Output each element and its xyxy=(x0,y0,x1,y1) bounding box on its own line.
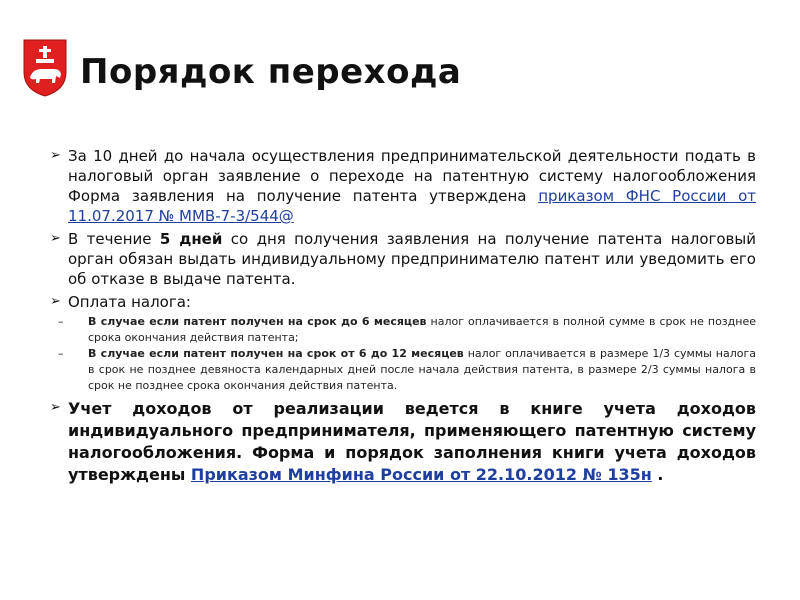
minfin-order-link[interactable]: Приказом Минфина России от 22.10.2012 № 135н xyxy=(190,465,652,484)
dash-marker: – xyxy=(58,315,64,328)
sub-text: налог оплачивается в полной сумме в срок не позднее срока окончания действия патента; xyxy=(88,315,756,344)
bullet-arrow-icon: ➢ xyxy=(50,400,61,415)
bullet-text: со дня получения заявления на получение патента налоговый орган обязан выдать индивидуальному предпринимателю патент или уведомить его об отказе в выдаче патента. xyxy=(68,230,756,288)
list-item xyxy=(50,398,756,486)
sub-list-item xyxy=(50,314,756,346)
sub-bold-text: В случае если патент получен на срок до 6 месяцев xyxy=(88,315,427,328)
sub-text: налог оплачивается в размере 1/3 суммы налога в срок не позднее девяноста календарных дней после начала действия патента, в размере 2/3 суммы налога в срок не позднее срока окончания действия патента. xyxy=(88,347,756,392)
content-list xyxy=(50,146,756,489)
page-title: Порядок перехода xyxy=(80,52,462,92)
sub-bold-text: В случае если патент получен на срок от 6 до 12 месяцев xyxy=(88,347,464,360)
fns-order-link[interactable]: приказом ФНС России от 11.07.2017 № ММВ-7-3/544@ xyxy=(68,187,756,225)
bullet-arrow-icon: ➢ xyxy=(50,294,61,309)
bullet-text: За 10 дней до начала осуществления предпринимательской деятельности подать в налоговый орган заявление о переходе на патентную систему налогообложения Форма заявления на получение патента утверждена xyxy=(68,147,756,205)
list-item xyxy=(50,292,756,312)
bullet-text: Оплата налога: xyxy=(68,293,191,311)
list-item xyxy=(50,146,756,226)
bullet-bold-text: 5 дней xyxy=(159,230,223,248)
bullet-arrow-icon: ➢ xyxy=(50,148,61,163)
sub-list-item xyxy=(50,346,756,394)
bullet-arrow-icon: ➢ xyxy=(50,231,61,246)
dash-marker: – xyxy=(58,347,64,360)
bullet-text: В течение xyxy=(68,230,160,248)
bullet-text: Учет доходов от реализации ведется в книге учета доходов индивидуального предпринимателя, применяющего патентную систему налогообложения. Форма и порядок заполнения книги учета доходов утверждены xyxy=(68,399,756,484)
bullet-tail: . xyxy=(651,465,664,484)
list-item xyxy=(50,229,756,289)
perm-coat-of-arms-icon xyxy=(22,38,68,98)
